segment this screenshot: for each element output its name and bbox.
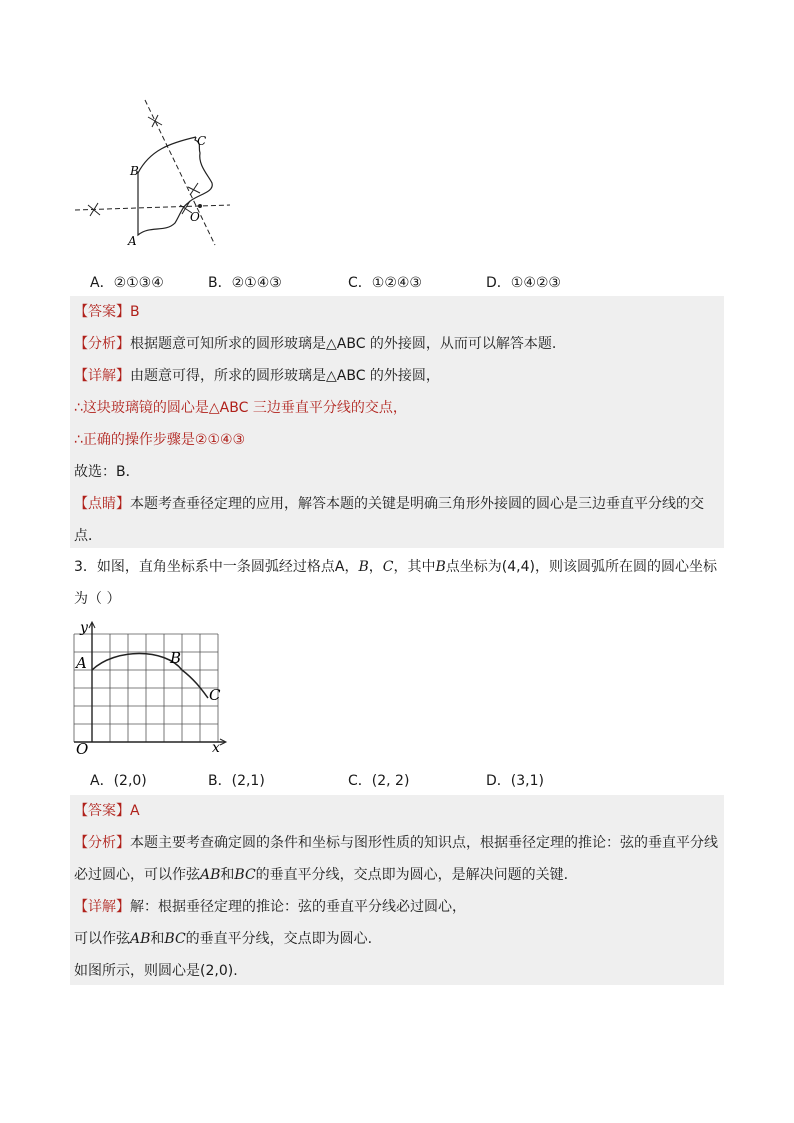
q3-stem-line2: 为（ ） (74, 591, 121, 607)
q2-analysis: 【分析】根据题意可知所求的圆形玻璃是△ABC 的外接圆，从而可以解答本题. (74, 336, 557, 352)
q2-detail-2: ∴这块玻璃镜的圆心是△ABC 三边垂直平分线的交点， (74, 400, 407, 416)
q2-comment-1: 【点睛】本题考查垂径定理的应用，解答本题的关键是明确三角形外接圆的圆心是三边垂直平分线的交 (74, 496, 704, 512)
q3-answer: 【答案】A (74, 803, 140, 819)
glass-outline (138, 137, 212, 235)
cross-mark (148, 115, 162, 127)
label-y: y (80, 620, 88, 636)
label-b: B (170, 649, 182, 667)
q3-stem-line1: 3．如图，直角坐标系中一条圆弧经过格点A，B，C，其中B点坐标为(4,4)，则该圆弧所在圆的圆心坐标 (74, 559, 717, 575)
q3-analysis-1: 【分析】本题主要考查确定圆的条件和坐标与图形性质的知识点，根据垂径定理的推论：弦的垂直平分线 (74, 835, 718, 851)
q3-detail-2: 可以作弦AB和BC的垂直平分线，交点即为圆心. (74, 931, 373, 947)
coordinate-grid-figure (70, 618, 230, 758)
label-a: A (76, 654, 87, 672)
q3-option-c[interactable]: C．(2, 2) (348, 773, 410, 789)
q3-option-d[interactable]: D．(3,1) (486, 773, 544, 789)
q3-detail-3: 如图所示，则圆心是(2,0). (74, 963, 238, 979)
label-x: x (212, 740, 220, 756)
circle-arc (92, 654, 208, 699)
cross-mark (88, 203, 100, 216)
grid-lines (74, 628, 218, 742)
q2-detail-4: 故选：B． (74, 464, 140, 480)
label-c: C (197, 134, 207, 148)
q2-option-c[interactable]: C．①②④③ (348, 275, 422, 291)
label-a: A (128, 234, 137, 248)
center-point (198, 204, 202, 208)
q2-detail-1: 【详解】由题意可得，所求的圆形玻璃是△ABC 的外接圆， (74, 368, 440, 384)
label-origin: O (76, 740, 89, 758)
q2-option-a[interactable]: A．②①③④ (90, 275, 164, 291)
label-c: C (209, 686, 221, 704)
label-o: O (190, 210, 200, 224)
bisector-line-ab (75, 205, 230, 210)
construction-figure (70, 95, 240, 255)
q3-analysis-2: 必过圆心，可以作弦AB和BC的垂直平分线，交点即为圆心，是解决问题的关键. (74, 867, 569, 883)
q2-detail-3: ∴正确的操作步骤是②①④③ (74, 432, 246, 448)
q3-option-a[interactable]: A．(2,0) (90, 773, 147, 789)
q2-answer: 【答案】B (74, 304, 140, 320)
q2-option-d[interactable]: D．①④②③ (486, 275, 561, 291)
q2-comment-2: 点． (74, 528, 102, 544)
arc-bc (138, 137, 196, 173)
q3-solution-block (70, 795, 724, 985)
q3-option-b[interactable]: B．(2,1) (208, 773, 265, 789)
cross-mark (188, 183, 200, 195)
q2-option-b[interactable]: B．②①④③ (208, 275, 282, 291)
label-b: B (130, 164, 139, 178)
q3-detail-1: 【详解】解：根据垂径定理的推论：弦的垂直平分线必过圆心， (74, 899, 466, 915)
